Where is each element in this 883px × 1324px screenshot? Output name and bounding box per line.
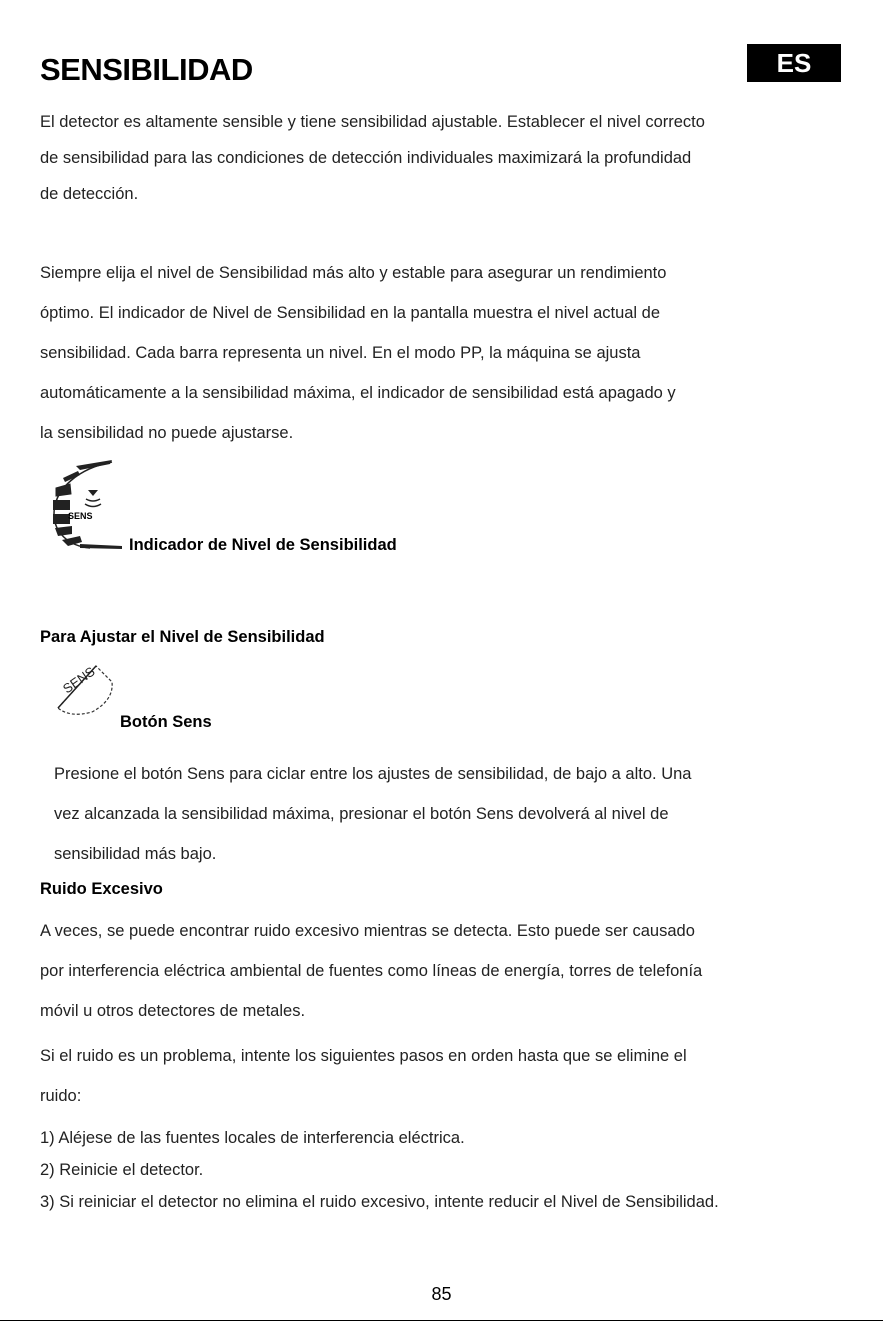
- intro-paragraph: [40, 104, 705, 212]
- intro-line: de detección.: [40, 185, 139, 203]
- noise-steps-list: [40, 1122, 719, 1218]
- sensitivity-level-indicator-icon: [50, 458, 122, 550]
- list-item: 3) Si reiniciar el detector no elimina el ruido excesivo, intente reducir el Nivel de Sensibilidad.: [40, 1193, 719, 1211]
- para-line: automáticamente a la sensibilidad máxima, el indicador de sensibilidad está apagado y: [40, 384, 676, 402]
- para-line: sensibilidad. Cada barra representa un nivel. En el modo PP, la máquina se ajusta: [40, 344, 641, 362]
- list-item: 1) Aléjese de las fuentes locales de interferencia eléctrica.: [40, 1129, 465, 1147]
- adjust-line: sensibilidad más bajo.: [54, 845, 217, 863]
- sensitivity-paragraph: [40, 253, 676, 453]
- noise-line: A veces, se puede encontrar ruido excesivo mientras se detecta. Esto puede ser causado: [40, 922, 695, 940]
- page-title: SENSIBILIDAD: [40, 52, 253, 87]
- adjust-line: Presione el botón Sens para ciclar entre los ajustes de sensibilidad, de bajo a alto. Una: [54, 765, 692, 783]
- list-item: 2) Reinicie el detector.: [40, 1161, 204, 1179]
- intro-line: de sensibilidad para las condiciones de detección individuales maximizará la profundidad: [40, 149, 692, 167]
- sens-button-caption: Botón Sens: [120, 713, 212, 731]
- language-badge: ES: [747, 44, 841, 82]
- sens-button-icon-label: SENS: [60, 663, 98, 697]
- noise-line: ruido:: [40, 1087, 82, 1105]
- para-line: la sensibilidad no puede ajustarse.: [40, 424, 294, 442]
- noise-steps-intro: [40, 1036, 687, 1116]
- noise-line: por interferencia eléctrica ambiental de fuentes como líneas de energía, torres de telefonía: [40, 962, 703, 980]
- noise-heading: Ruido Excesivo: [40, 880, 163, 898]
- para-line: Siempre elija el nivel de Sensibilidad más alto y estable para asegurar un rendimiento: [40, 264, 667, 282]
- intro-line: El detector es altamente sensible y tiene sensibilidad ajustable. Establecer el nivel correcto: [40, 113, 705, 131]
- adjust-heading: Para Ajustar el Nivel de Sensibilidad: [40, 628, 325, 646]
- adjust-paragraph: [54, 754, 691, 874]
- indicator-caption: Indicador de Nivel de Sensibilidad: [129, 536, 397, 554]
- footer-divider: [0, 1320, 883, 1321]
- noise-line: Si el ruido es un problema, intente los siguientes pasos en orden hasta que se elimine el: [40, 1047, 687, 1065]
- adjust-line: vez alcanzada la sensibilidad máxima, presionar el botón Sens devolverá al nivel de: [54, 805, 669, 823]
- page-number: 85: [431, 1284, 452, 1304]
- para-line: óptimo. El indicador de Nivel de Sensibilidad en la pantalla muestra el nivel actual de: [40, 304, 661, 322]
- noise-paragraph: [40, 911, 702, 1031]
- noise-line: móvil u otros detectores de metales.: [40, 1002, 306, 1020]
- sens-icon-label: SENS: [68, 511, 93, 521]
